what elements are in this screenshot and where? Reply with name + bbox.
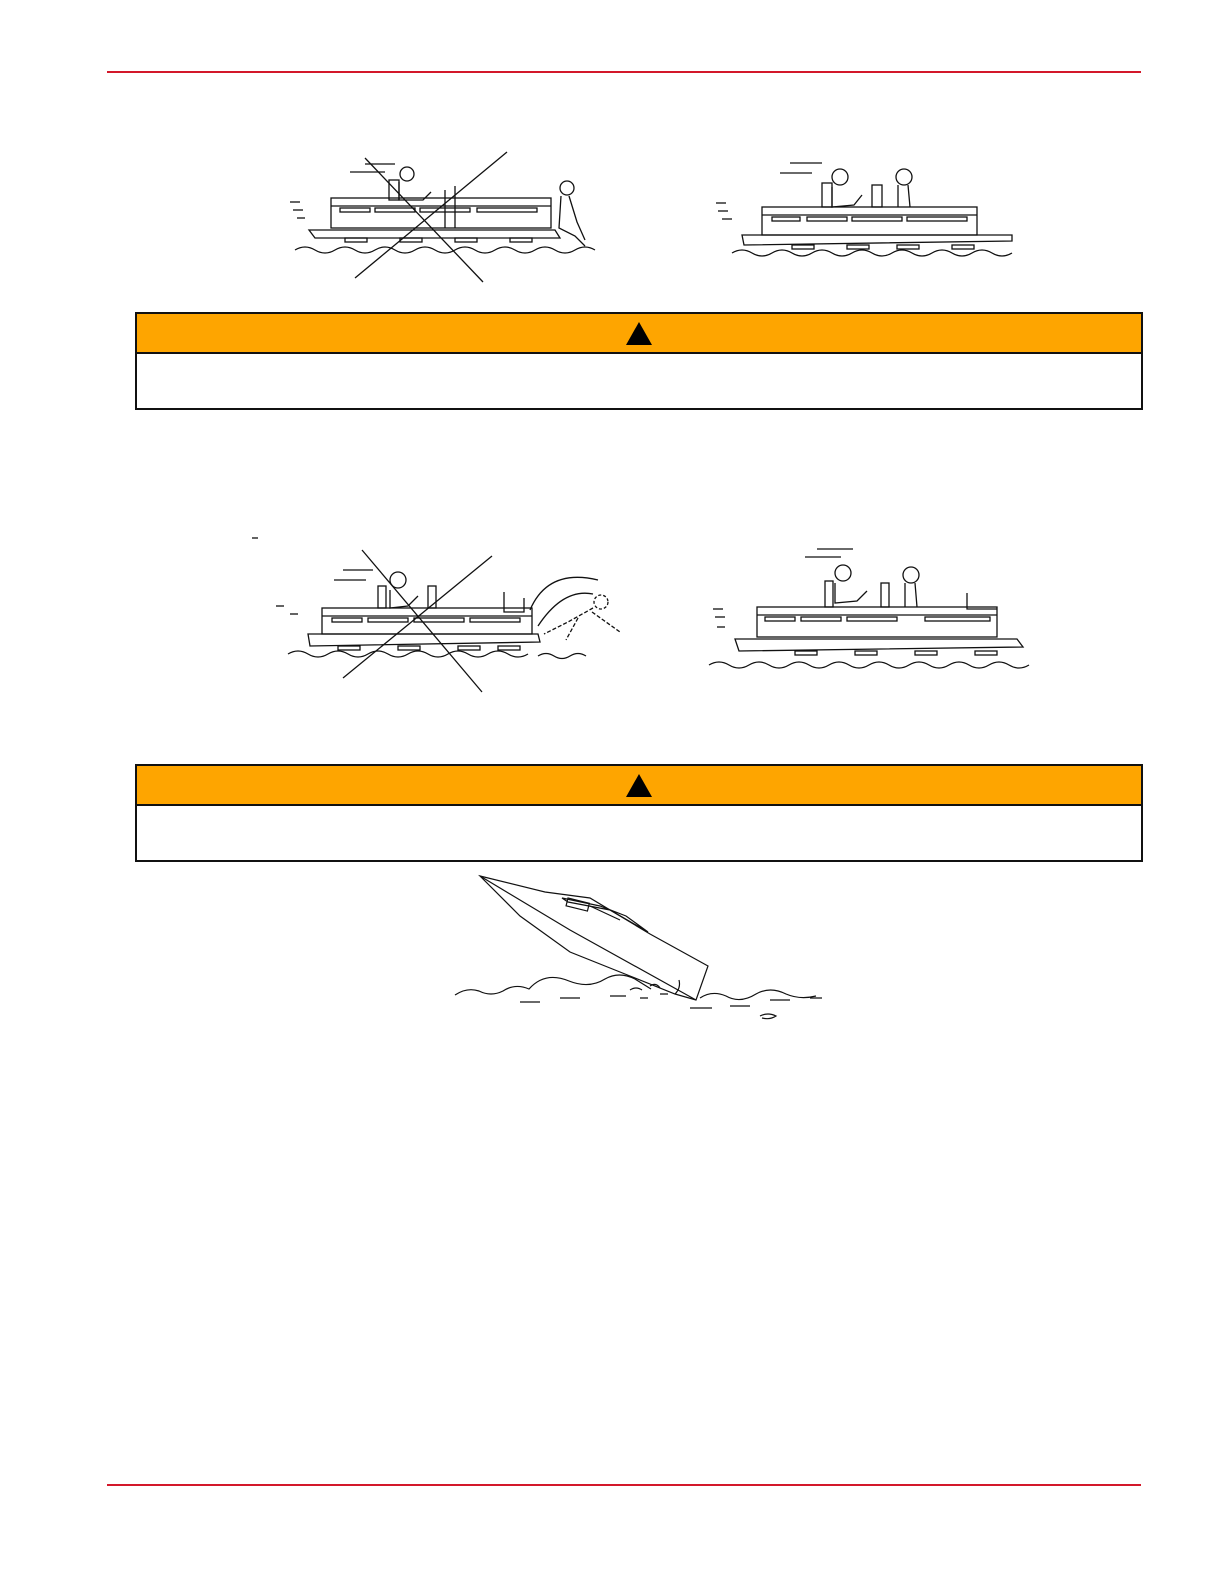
pontoon-falling-drawing <box>248 530 628 695</box>
pontoon-bow-rider-drawing <box>285 150 615 285</box>
warning-box-1 <box>135 312 1143 410</box>
warning-band <box>137 314 1141 354</box>
pontoon-seated-drawing <box>712 155 1032 265</box>
warning-triangle-icon <box>625 773 653 798</box>
pontoon-seated-inside-drawing <box>705 543 1040 673</box>
warning-text <box>137 806 1141 860</box>
pontoon-illustration-seated-correct <box>712 155 1032 265</box>
speedboat-drawing <box>450 870 835 1025</box>
pontoon-illustration-bow-rider-incorrect <box>285 150 615 285</box>
pontoon-illustration-falling-overboard-incorrect <box>248 530 628 695</box>
footer-rule <box>107 1484 1141 1486</box>
warning-text <box>137 354 1141 408</box>
speedboat-jumping-wave-illustration <box>450 870 835 1025</box>
warning-triangle-icon <box>625 321 653 346</box>
header-rule <box>107 71 1141 73</box>
warning-band <box>137 766 1141 806</box>
pontoon-illustration-seated-inside-correct <box>705 543 1040 673</box>
warning-box-2 <box>135 764 1143 862</box>
